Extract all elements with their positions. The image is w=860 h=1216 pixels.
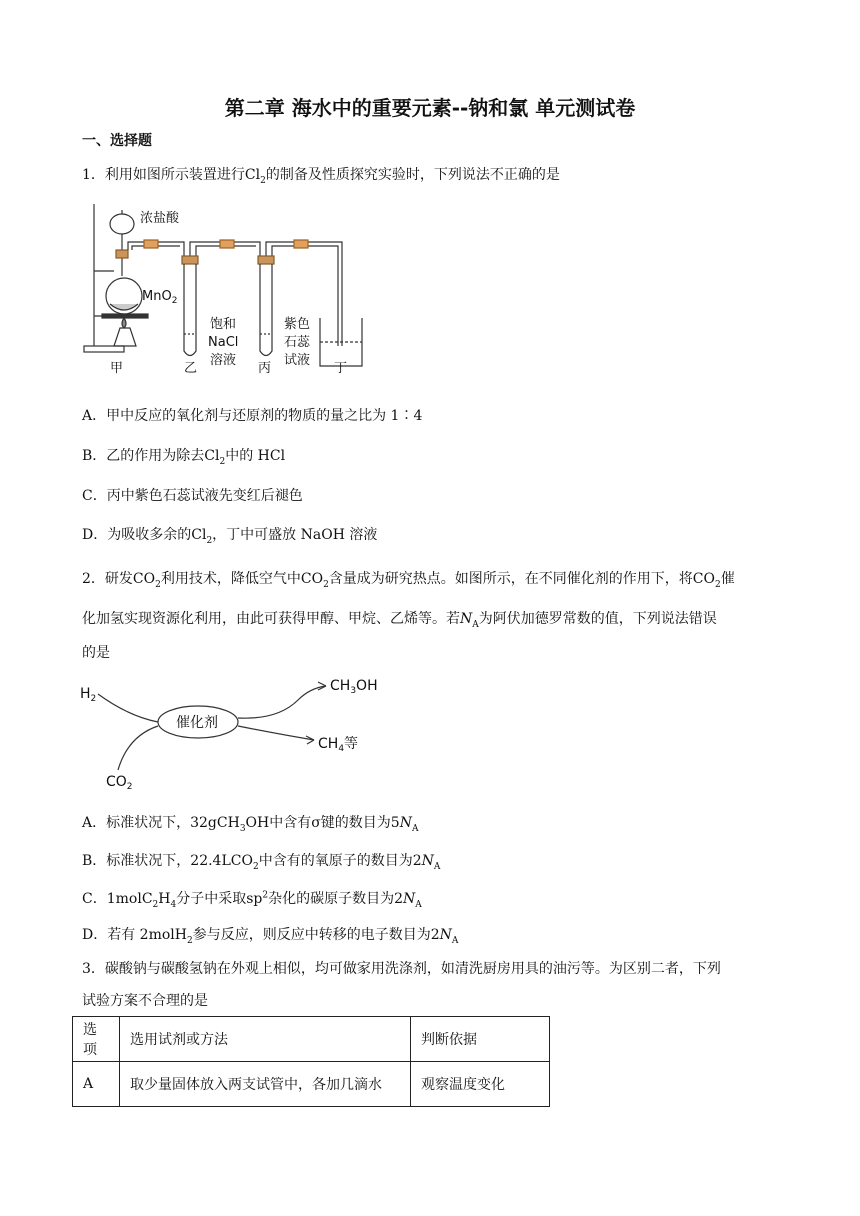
- table-cell: A: [73, 1062, 120, 1107]
- svg-text:溶液: 溶液: [210, 353, 237, 368]
- table-header-row: [73, 1017, 550, 1062]
- q1-option-c: C．丙中紫色石蕊试液先变红后褪色: [82, 488, 303, 504]
- q2-option-d: D．若有 2molH$_2$参与反应，则反应中转移的电子数目为$2N_A$: [82, 927, 459, 946]
- caption-yi: 乙: [184, 361, 198, 374]
- q1-option-b: B．乙的作用为除去$Cl_2$中的 HCl: [82, 448, 286, 467]
- q1-stem: 1．利用如图所示装置进行$Cl_2$的制备及性质探究实验时，下列说法不正确的是: [82, 167, 560, 186]
- svg-text:紫色: 紫色: [284, 317, 311, 332]
- label-conc-hcl: 浓盐酸: [140, 211, 180, 226]
- q2-option-a: A．标准状况下，32gCH$_3$OH中含有σ键的数目为$5N_A$: [82, 815, 419, 834]
- table-row: [73, 1062, 550, 1107]
- svg-text:NaCl: NaCl: [208, 335, 239, 350]
- q2-option-c: C．$1molC_2H_4$分子中采取$sp^2$杂化的碳原子数目为$2N_A$: [82, 890, 422, 910]
- svg-text:饱和: 饱和: [210, 317, 237, 332]
- q2-stem-line3: 的是: [82, 645, 110, 661]
- q1-option-a: A．甲中反应的氧化剂与还原剂的物质的量之比为 1∶4: [82, 408, 423, 424]
- q2-reaction-figure: [78, 676, 398, 796]
- svg-text:石蕊: 石蕊: [284, 335, 311, 350]
- q2-stem-line2: 化加氢实现资源化利用，由此可获得甲醇、甲烷、乙烯等。若$N_A$为阿伏加德罗常数的值，下列说法错误: [82, 611, 717, 630]
- label-mno2: MnO$_2$: [142, 289, 178, 306]
- table-cell: 取少量固体放入两支试管中，各加几滴水: [120, 1062, 411, 1107]
- caption-jia: 甲: [110, 361, 124, 374]
- label-h2: $H_2$: [80, 686, 97, 704]
- q1-apparatus-figure: [80, 196, 380, 374]
- table-header-cell: 判断依据: [411, 1017, 550, 1062]
- q1-option-d: D．为吸收多余的$Cl_2$，丁中可盛放 NaOH 溶液: [82, 527, 378, 546]
- label-ch4: $CH_4$等: [318, 736, 359, 754]
- section-heading: 一、选择题: [82, 133, 152, 149]
- q2-stem-line1: 2．研发$CO_2$利用技术，降低空气中$CO_2$含量成为研究热点。如图所示，在不同催化剂的作用下，将$CO_2$催: [82, 571, 735, 590]
- q3-stem-line2: 试验方案不合理的是: [82, 993, 208, 1009]
- q3-options-table: [72, 1016, 550, 1107]
- caption-ding: 丁: [334, 361, 348, 374]
- table-header-cell: 选用试剂或方法: [120, 1017, 411, 1062]
- table-cell: 观察温度变化: [411, 1062, 550, 1107]
- table-header-cell: 选项: [73, 1017, 120, 1062]
- q2-option-b: B．标准状况下，$22.4LCO_2$中含有的氧原子的数目为$2N_A$: [82, 853, 441, 872]
- q3-stem-line1: 3．碳酸钠与碳酸氢钠在外观上相似，均可做家用洗涤剂，如清洗厨房用具的油污等。为区别二者，下列: [82, 961, 721, 977]
- caption-bing: 丙: [258, 361, 272, 374]
- page-title: 第二章 海水中的重要元素--钠和氯 单元测试卷: [224, 96, 636, 120]
- label-co2: $CO_2$: [106, 774, 133, 792]
- svg-text:试液: 试液: [284, 353, 311, 368]
- label-ch3oh: $CH_3OH$: [330, 678, 378, 696]
- label-catalyst: 催化剂: [176, 715, 218, 731]
